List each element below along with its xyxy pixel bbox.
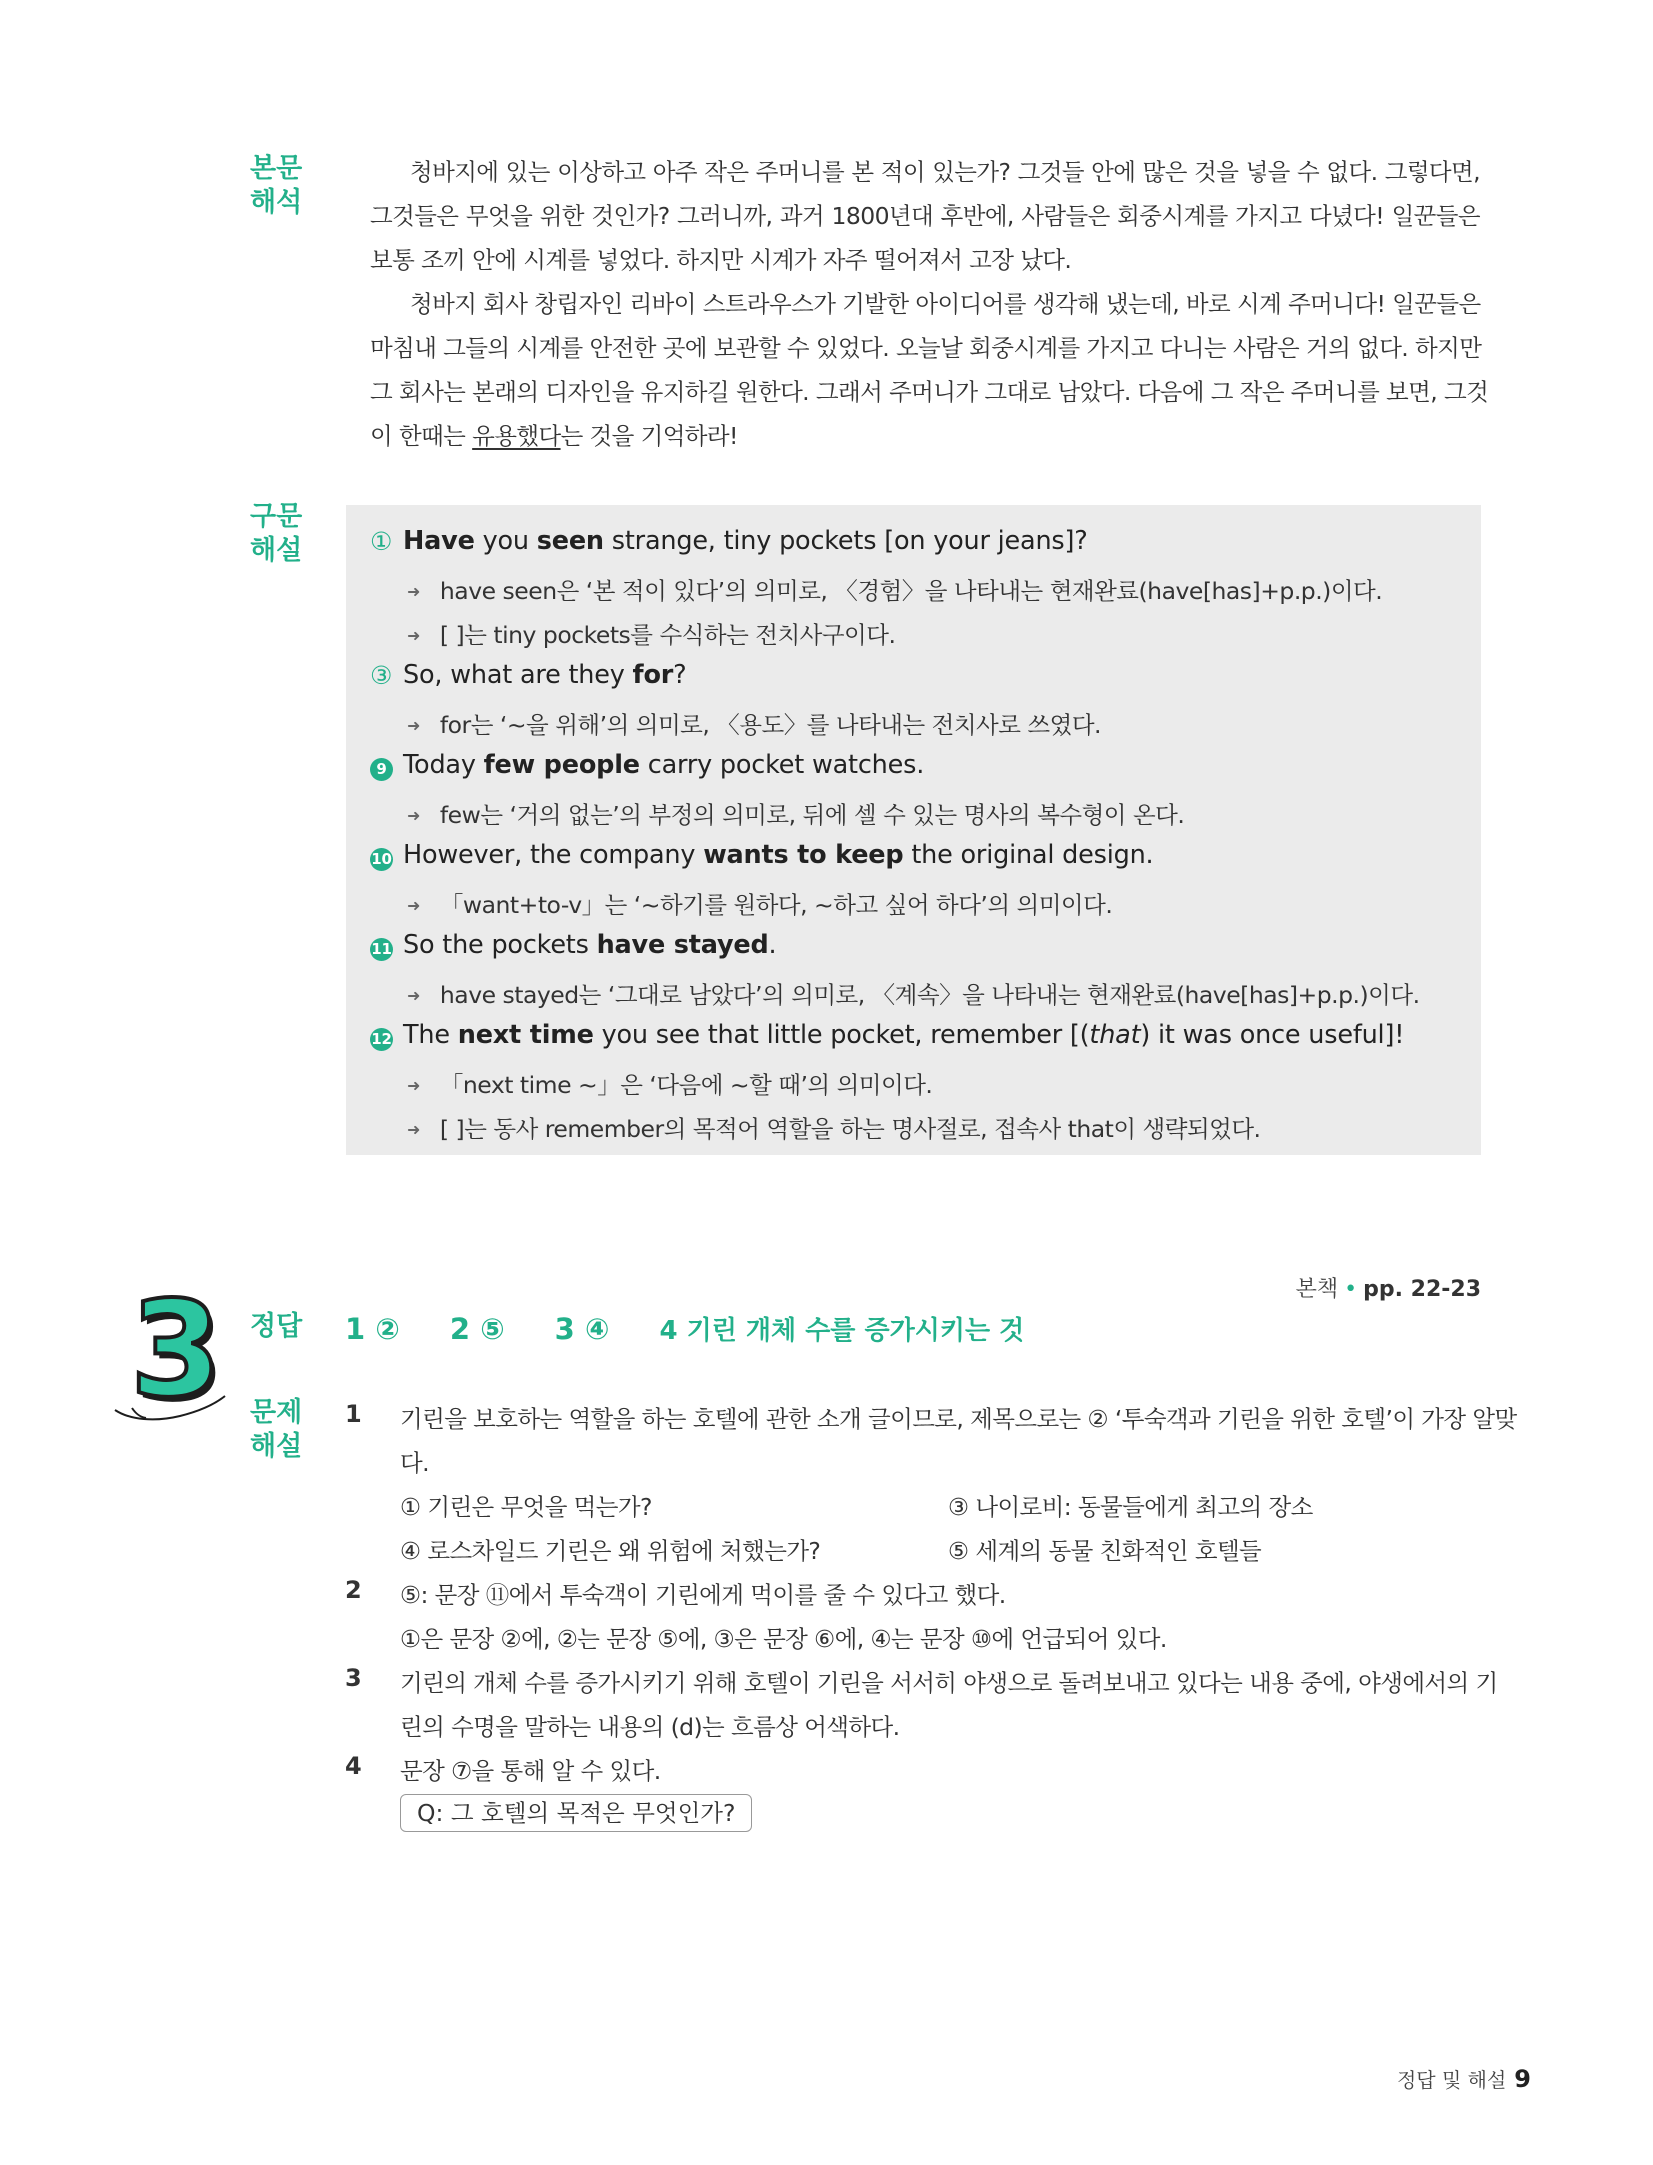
syntax-label: 구문 해설 [250,501,303,566]
syntax-note: ➜ have seen은 ‘본 적이 있다’의 의미로, 〈경험〉을 나타내는 현재완료(have[has]+p.p.)이다. [407,577,1383,605]
syntax-note: ➜ [ ]는 동사 remember의 목적어 역할을 하는 명사절로, 접속사 that이 생략되었다. [407,1115,1261,1143]
swoosh-decoration [110,1390,230,1430]
answer-box: Q: 그 호텔의 목적은 무엇인가? [400,1794,752,1832]
explanation-label: 문제 해설 [250,1397,303,1462]
explanation-line: 기린의 개체 수를 증가시키기 위해 호텔이 기린을 서서히 야생으로 돌려보내고 있다는 내용 중에, 야생에서의 기 [400,1669,1498,1697]
sentence-number: ① [370,527,393,556]
question-number: 4 [345,1752,362,1780]
page-footer: 정답 및 해설 9 [1396,2065,1531,2093]
page-number: 9 [1514,2065,1531,2093]
syntax-sentence: 9 Today few people carry pocket watches. [370,750,924,780]
arrow-icon: ➜ [407,1120,420,1139]
syntax-note: ➜ 「want+to-v」는 ‘~하기를 원하다, ~하고 싶어 하다’의 의미이다. [407,891,1113,919]
translation-paragraph [370,150,1489,458]
syntax-note: ➜ for는 ‘~을 위해’의 의미로, 〈용도〉를 나타내는 전치사로 쓰였다. [407,711,1102,739]
syntax-sentence: 11 So the pockets have stayed. [371,930,777,960]
answer-item: 4 기린 개체 수를 증가시키는 것 [659,1316,1025,1346]
question-number: 2 [345,1576,362,1604]
explanation-line: 문장 ⑦을 통해 알 수 있다. [400,1757,661,1785]
explanation-line: 기린을 보호하는 역할을 하는 호텔에 관한 소개 글이므로, 제목으로는 ② ‘투숙객과 기린을 위한 호텔’이 가장 알맞 [400,1405,1517,1433]
translation-line: 청바지에 있는 이상하고 아주 작은 주머니를 본 적이 있는가? 그것들 안에 많은 것을 넣을 수 없다. 그렇다면, [410,158,1480,186]
arrow-icon: ➜ [407,582,420,601]
answer-label: 정답 [250,1311,303,1342]
arrow-icon: ➜ [407,986,420,1005]
translation-line: 이 한때는 유용했다는 것을 기억하라! [370,422,738,450]
arrow-icon: ➜ [407,1076,420,1095]
syntax-sentence: 10 However, the company wants to keep the original design. [371,840,1154,870]
option-item: ① 기린은 무엇을 먹는가? [400,1493,652,1521]
option-item: ③ 나이로비: 동물들에게 최고의 장소 [948,1493,1313,1521]
underlined-word: 유용했다 [472,422,561,450]
sentence-number: 12 [370,1021,403,1046]
syntax-sentence: ① Have you seen strange, tiny pockets [on your jeans]? [370,526,1088,556]
syntax-sentence: 12 The next time you see that little pocket, remember [(that) it was once useful]! [371,1020,1405,1050]
syntax-sentence: ③ So, what are they for? [370,660,687,690]
answer-item: 1 ② [345,1312,400,1346]
option-item: ⑤ 세계의 동물 친화적인 호텔들 [948,1537,1262,1565]
syntax-note: ➜ 「next time ~」은 ‘다음에 ~할 때’의 의미이다. [407,1071,933,1099]
explanation-line: ⑤: 문장 ⑪에서 투숙객이 기린에게 먹이를 줄 수 있다고 했다. [400,1581,1006,1609]
arrow-icon: ➜ [407,626,420,645]
translation-label: 본문 해석 [250,153,303,218]
page-reference: 본책 • pp. 22-23 [1295,1277,1481,1302]
sentence-number: 9 [370,751,403,776]
option-item: ④ 로스차일드 기린은 왜 위험에 처했는가? [400,1537,821,1565]
arrow-icon: ➜ [407,896,420,915]
syntax-note: ➜ few는 ‘거의 없는’의 부정의 의미로, 뒤에 셀 수 있는 명사의 복수형이 온다. [407,801,1185,829]
answer-list [345,1310,1074,1347]
arrow-icon: ➜ [407,806,420,825]
arrow-icon: ➜ [407,716,420,735]
explanation-line: 다. [400,1449,429,1477]
translation-line: 그 회사는 본래의 디자인을 유지하길 원한다. 그래서 주머니가 그대로 남았다. 다음에 그 작은 주머니를 보면, 그것 [370,378,1489,406]
sentence-number: 10 [370,841,403,866]
translation-line: 그것들은 무엇을 위한 것인가? 그러니까, 과거 1800년대 후반에, 사람들은 회중시계를 가지고 다녔다! 일꾼들은 [370,202,1480,230]
answer-item: 3 ④ [554,1312,610,1346]
translation-line: 마침내 그들의 시계를 안전한 곳에 보관할 수 있었다. 오늘날 회중시계를 가지고 다니는 사람은 거의 없다. 하지만 [370,334,1482,362]
section-number: 3 [130,1273,222,1427]
sentence-number: 11 [370,931,403,956]
question-number: 1 [345,1400,362,1428]
syntax-note: ➜ have stayed는 ‘그대로 남았다’의 의미로, 〈계속〉을 나타내는 현재완료(have[has]+p.p.)이다. [407,981,1420,1009]
explanation-line: ①은 문장 ②에, ②는 문장 ⑤에, ③은 문장 ⑥에, ④는 문장 ⑩에 언급되어 있다. [400,1625,1167,1653]
translation-line: 보통 조끼 안에 시계를 넣었다. 하지만 시계가 자주 떨어져서 고장 났다. [370,246,1072,274]
question-number: 3 [345,1664,362,1692]
answer-item: 2 ⑤ [449,1312,505,1346]
translation-line: 청바지 회사 창립자인 리바이 스트라우스가 기발한 아이디어를 생각해 냈는데, 바로 시계 주머니다! 일꾼들은 [410,290,1481,318]
sentence-number: ③ [370,661,393,690]
explanation-line: 린의 수명을 말하는 내용의 (d)는 흐름상 어색하다. [400,1713,900,1741]
syntax-note: ➜ [ ]는 tiny pockets를 수식하는 전치사구이다. [407,621,896,649]
